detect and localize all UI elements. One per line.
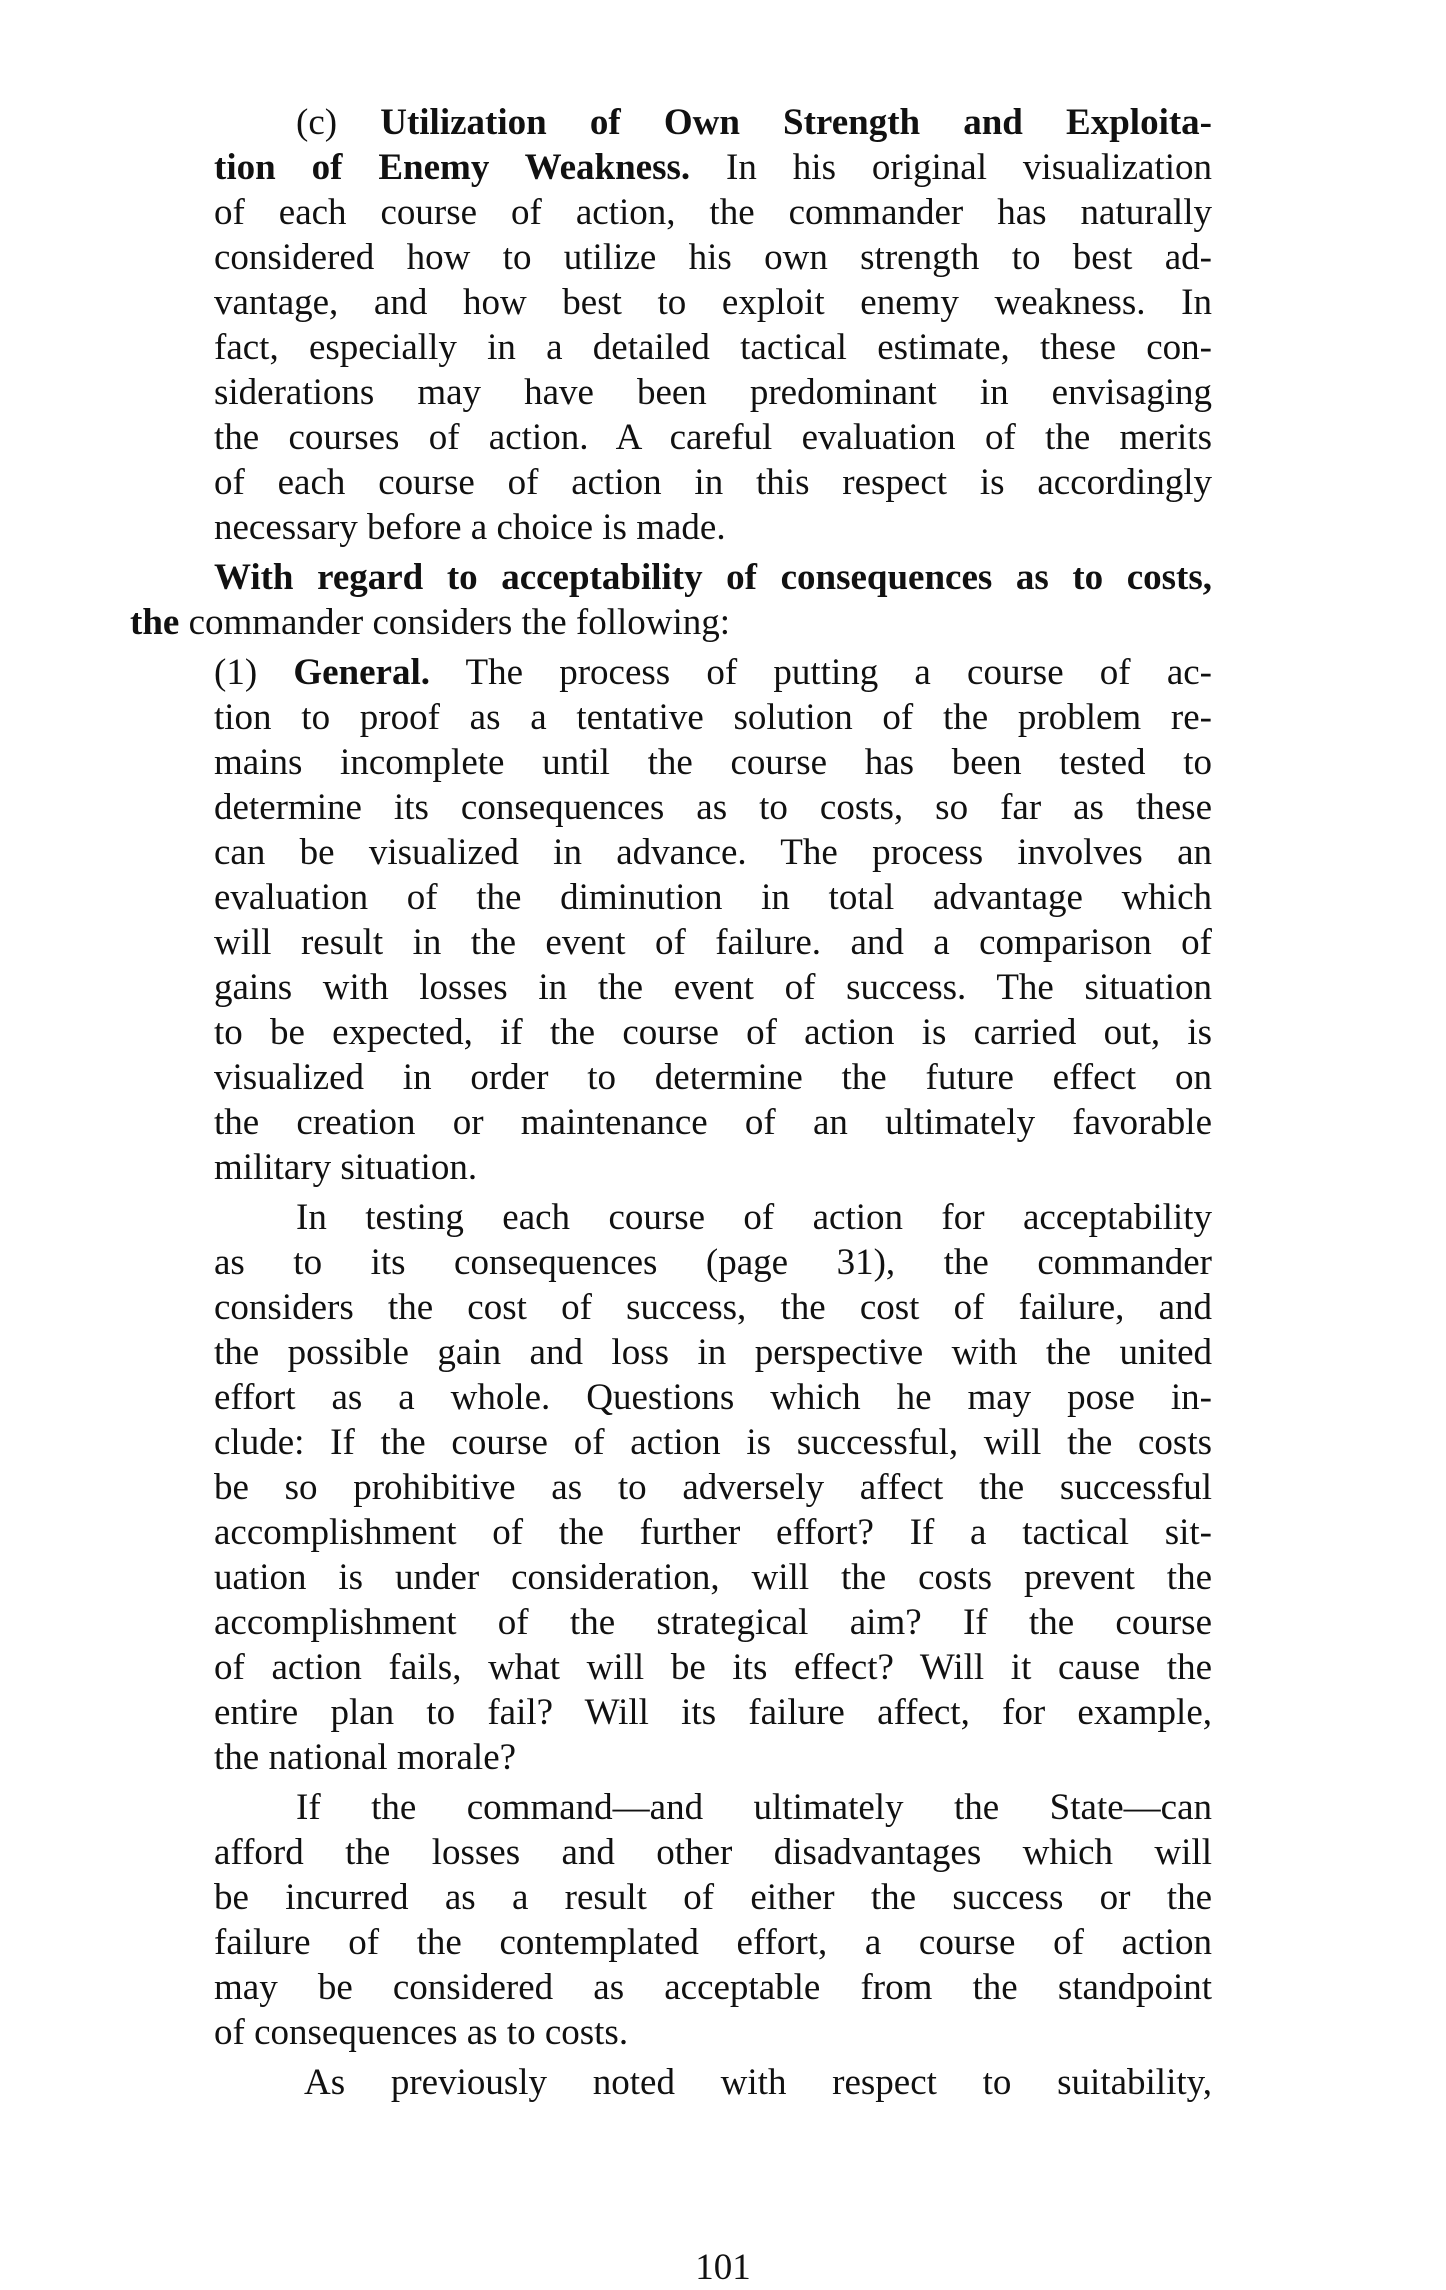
text-line [214, 1830, 1212, 1875]
text-run: vantage, and how best to exploit enemy weakness. In [214, 282, 1212, 323]
text-run: considers the cost of success, the cost of failure, and [214, 1287, 1212, 1328]
text-run: the creation or maintenance of an ultimately favorable [214, 1102, 1212, 1143]
text-line [214, 325, 1212, 370]
text-line [214, 370, 1212, 415]
text-run: visualized in order to determine the future effect on [214, 1057, 1212, 1098]
text-line [296, 100, 1212, 145]
text-run: entire plan to fail? Will its failure affect, for example, [214, 1692, 1212, 1733]
text-run: tion to proof as a tentative solution of the problem re- [214, 697, 1212, 738]
bold-text: General. [293, 652, 430, 693]
text-line [214, 830, 1212, 875]
text-line [214, 1875, 1212, 1920]
text-run: afford the losses and other disadvantages which will [214, 1832, 1212, 1873]
text-run: The process of putting a course of ac- [430, 652, 1212, 693]
text-line [214, 1690, 1212, 1735]
text-run: fact, especially in a detailed tactical estimate, these con- [214, 327, 1212, 368]
text-run: be incurred as a result of either the success or the [214, 1877, 1212, 1918]
text-run: considered how to utilize his own strength to best ad- [214, 237, 1212, 278]
text-line [214, 190, 1212, 235]
text-run: can be visualized in advance. The process involves an [214, 832, 1212, 873]
text-line [214, 740, 1212, 785]
text-line [214, 1240, 1212, 1285]
paragraph [0, 1195, 1446, 1780]
bold-text: tion of Enemy Weakness. [214, 147, 691, 188]
text-line [214, 1145, 1212, 1190]
page-number: 101 [695, 2247, 751, 2288]
text-line [214, 1465, 1212, 1510]
text-run: mains incomplete until the course has been tested to [214, 742, 1212, 783]
text-run: In testing each course of action for acceptability [296, 1197, 1212, 1238]
text-run: the possible gain and loss in perspective with the united [214, 1332, 1212, 1373]
text-run: military situation. [214, 1147, 478, 1188]
text-run: (c) [296, 102, 381, 143]
text-run: uation is under consideration, will the costs prevent the [214, 1557, 1212, 1598]
text-run: as to its consequences (page 31), the commander [214, 1242, 1212, 1283]
text-line [214, 1645, 1212, 1690]
text-line [214, 415, 1212, 460]
text-line [214, 695, 1212, 740]
text-line [214, 555, 1212, 600]
text-run: siderations may have been predominant in envisaging [214, 372, 1212, 413]
text-run: be so prohibitive as to adversely affect the successful [214, 1467, 1212, 1508]
text-line [214, 145, 1212, 190]
text-run: commander considers the following: [179, 602, 731, 643]
text-line [214, 460, 1212, 505]
text-run: evaluation of the diminution in total advantage which [214, 877, 1212, 918]
paragraph [0, 1785, 1446, 2055]
text-run: effort as a whole. Questions which he may pose in- [214, 1377, 1212, 1418]
paragraph [0, 2060, 1446, 2105]
text-line [214, 505, 1212, 550]
text-run: As previously noted with respect to suitability, [304, 2062, 1212, 2103]
bold-text: the [130, 602, 180, 643]
text-line [214, 1600, 1212, 1645]
text-line [214, 1100, 1212, 1145]
text-line [214, 1375, 1212, 1420]
text-line [214, 1010, 1212, 1055]
text-line [130, 600, 1212, 645]
text-line [214, 1420, 1212, 1465]
text-run: of action fails, what will be its effect? Will it cause the [214, 1647, 1212, 1688]
text-line [214, 1510, 1212, 1555]
text-run: failure of the contemplated effort, a course of action [214, 1922, 1212, 1963]
text-line [214, 785, 1212, 830]
text-run: of consequences as to costs. [214, 2012, 629, 2053]
text-run: accomplishment of the strategical aim? If the course [214, 1602, 1212, 1643]
bold-text: Utilization of Own Strength and Exploita- [380, 102, 1212, 143]
text-run: the national morale? [214, 1737, 517, 1778]
text-run: to be expected, if the course of action is carried out, is [214, 1012, 1212, 1053]
text-run: determine its consequences as to costs, so far as these [214, 787, 1212, 828]
text-line [304, 2060, 1212, 2105]
text-line [214, 920, 1212, 965]
text-run: gains with losses in the event of success. The situation [214, 967, 1212, 1008]
text-line [214, 2010, 1212, 2055]
text-line [214, 1055, 1212, 1100]
text-line [214, 1735, 1212, 1780]
text-line [214, 1920, 1212, 1965]
text-line [214, 1555, 1212, 1600]
text-run: will result in the event of failure. and a comparison of [214, 922, 1212, 963]
text-run: In his original visualization [690, 147, 1212, 188]
page-body [0, 100, 1446, 2105]
paragraph [0, 650, 1446, 1190]
text-line [214, 965, 1212, 1010]
text-run: necessary before a choice is made. [214, 507, 726, 548]
text-line [214, 1285, 1212, 1330]
text-line [214, 875, 1212, 920]
text-run: of each course of action, the commander has naturally [214, 192, 1212, 233]
text-run: clude: If the course of action is successful, will the costs [214, 1422, 1212, 1463]
text-line [214, 650, 1212, 695]
text-run: (1) [214, 652, 294, 693]
text-line [296, 1195, 1212, 1240]
bold-text: With regard to acceptability of consequences as to costs, [214, 557, 1212, 598]
text-line [214, 235, 1212, 280]
text-run: of each course of action in this respect is accordingly [214, 462, 1212, 503]
text-run: the courses of action. A careful evaluation of the merits [214, 417, 1212, 458]
text-line [214, 1965, 1212, 2010]
text-run: If the command—and ultimately the State—can [296, 1787, 1212, 1828]
text-line [214, 1330, 1212, 1375]
text-line [214, 280, 1212, 325]
paragraph [0, 555, 1446, 645]
paragraph [0, 100, 1446, 550]
text-run: accomplishment of the further effort? If a tactical sit- [214, 1512, 1212, 1553]
text-run: may be considered as acceptable from the standpoint [214, 1967, 1212, 2008]
text-line [296, 1785, 1212, 1830]
